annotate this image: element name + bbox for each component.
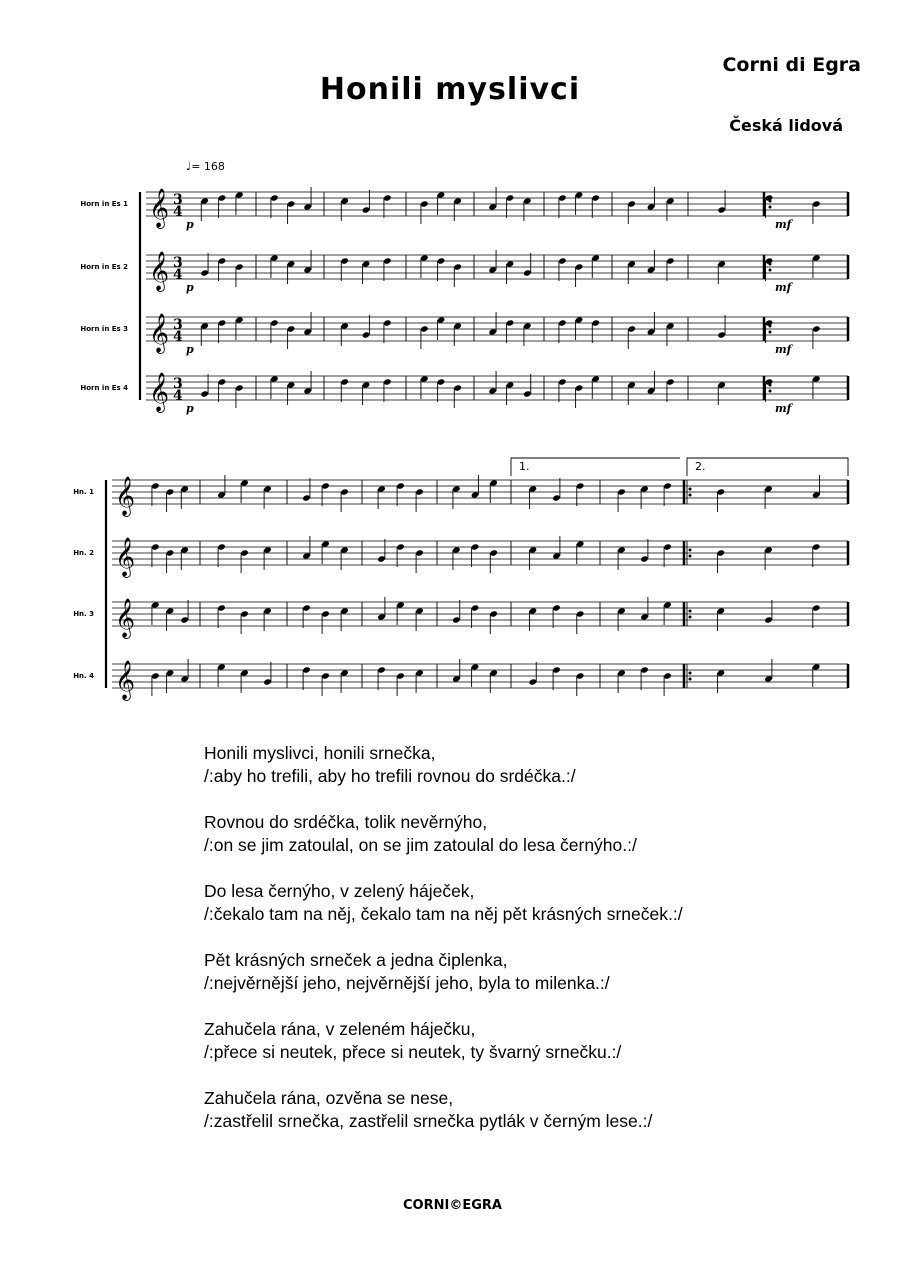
dynamic-marking: p: [186, 281, 194, 294]
lyrics-stanza-5: [204, 1018, 824, 1064]
lyrics-line: Rovnou do srdéčka, tolik nevěrnýho,: [204, 812, 488, 832]
dynamic-marking: p: [186, 343, 194, 356]
lyrics-line: /:zastřelil srnečka, zastřelil srnečka pytlák v černým lese.:/: [204, 1111, 653, 1131]
dynamic-marking: mf: [775, 343, 792, 356]
lyrics: [204, 742, 824, 1156]
repeat-dot: [769, 206, 772, 209]
staff-label: Horn in Es 3: [80, 325, 128, 333]
lyrics-stanza-4: [204, 949, 824, 995]
staff-label: Hn. 3: [73, 610, 94, 618]
lyrics-line: /:nejvěrnější jeho, nejvěrnější jeho, byla to milenka.:/: [204, 973, 610, 993]
tempo-marking: ♩= 168: [186, 160, 225, 173]
lyrics-line: /:čekalo tam na něj, čekalo tam na něj pět krásných srneček.:/: [204, 904, 683, 924]
lyrics-stanza-6: [204, 1087, 824, 1133]
staff-label: Horn in Es 2: [80, 263, 128, 271]
time-signature-bottom: 4: [173, 388, 183, 404]
treble-clef: 𝄞: [115, 537, 136, 577]
time-signature-bottom: 4: [173, 267, 183, 283]
lyrics-line: /:aby ho trefili, aby ho trefili rovnou do srdéčka.:/: [204, 766, 576, 786]
repeat-dot: [769, 269, 772, 272]
volta-label-1: 1.: [519, 460, 530, 473]
repeat-dot: [689, 678, 692, 681]
repeat-dot: [689, 610, 692, 613]
repeat-dot: [689, 494, 692, 497]
score-system-1: [80, 187, 848, 415]
treble-clef: 𝄞: [149, 313, 170, 353]
repeat-dot: [769, 390, 772, 393]
lyrics-line: Zahučela rána, v zeleném háječku,: [204, 1019, 476, 1039]
repeat-dot: [689, 549, 692, 552]
repeat-dot: [689, 555, 692, 558]
treble-clef: 𝄞: [115, 598, 136, 638]
lyrics-line: /:přece si neutek, přece si neutek, ty švarný srnečku.:/: [204, 1042, 622, 1062]
volta-bracket-2: [687, 458, 848, 476]
repeat-dot: [769, 331, 772, 334]
treble-clef: 𝄞: [115, 476, 136, 516]
dynamic-marking: mf: [775, 281, 792, 294]
time-signature-top: 3: [173, 376, 183, 392]
staff-label: Hn. 4: [73, 672, 94, 680]
time-signature-top: 3: [173, 255, 183, 271]
dynamic-marking: mf: [775, 402, 792, 415]
repeat-dot: [689, 672, 692, 675]
lyrics-stanza-2: [204, 811, 824, 857]
staff-label: Horn in Es 4: [80, 384, 128, 392]
time-signature-top: 3: [173, 317, 183, 333]
time-signature-bottom: 4: [173, 204, 183, 220]
composer-credit: Česká lidová: [729, 116, 843, 135]
treble-clef: 𝄞: [149, 188, 170, 228]
treble-clef: 𝄞: [149, 372, 170, 412]
footer-copyright: CORNI©EGRA: [403, 1198, 502, 1213]
lyrics-stanza-1: [204, 742, 824, 788]
staff-label: Hn. 2: [73, 549, 94, 557]
volta-label-2: 2.: [695, 460, 706, 473]
staff-label: Horn in Es 1: [80, 200, 128, 208]
lyrics-line: Zahučela rána, ozvěna se nese,: [204, 1088, 454, 1108]
treble-clef: 𝄞: [115, 660, 136, 700]
score-system-2: [73, 458, 848, 701]
lyrics-line: Do lesa černýho, v zelený háječek,: [204, 881, 475, 901]
lyrics-line: Pět krásných srneček a jedna čiplenka,: [204, 950, 508, 970]
dynamic-marking: mf: [775, 218, 792, 231]
repeat-dot: [689, 616, 692, 619]
lyrics-stanza-3: [204, 880, 824, 926]
treble-clef: 𝄞: [149, 251, 170, 291]
repeat-dot: [689, 488, 692, 491]
lyrics-line: Honili myslivci, honili srnečka,: [204, 743, 436, 763]
ensemble-name: Corni di Egra: [722, 54, 861, 76]
page-title: Honili myslivci: [319, 72, 581, 107]
time-signature-bottom: 4: [173, 329, 183, 345]
staff-label: Hn. 1: [73, 488, 94, 496]
lyrics-line: /:on se jim zatoulal, on se jim zatoulal do lesa černýho.:/: [204, 835, 637, 855]
dynamic-marking: p: [186, 402, 194, 415]
time-signature-top: 3: [173, 192, 183, 208]
dynamic-marking: p: [186, 218, 194, 231]
volta-bracket-1: [511, 458, 680, 476]
